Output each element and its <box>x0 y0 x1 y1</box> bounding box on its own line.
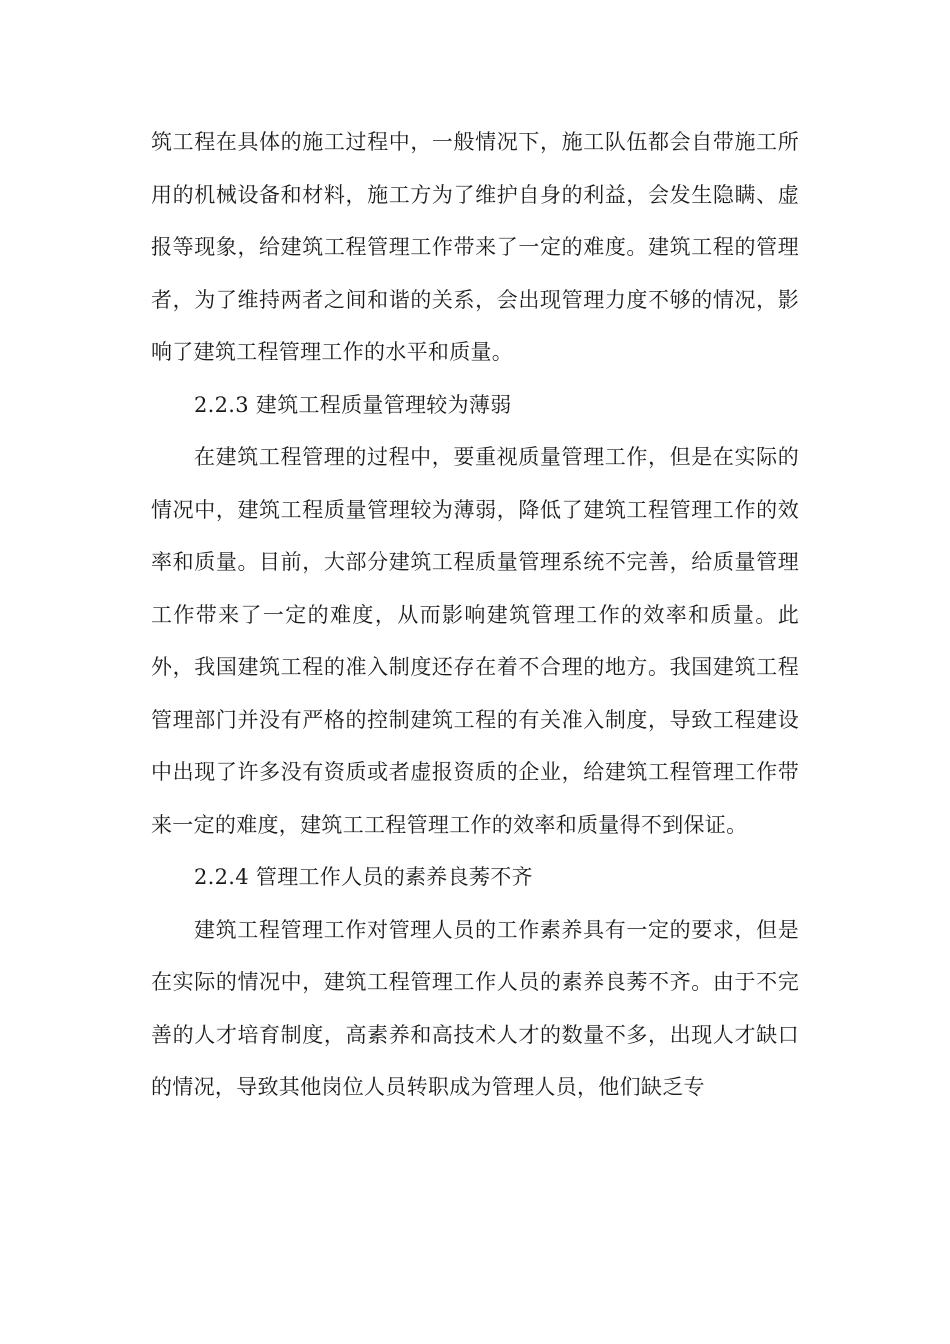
document-body <box>151 116 799 1114</box>
section-heading-2-2-3: 2.2.3 建筑工程质量管理较为薄弱 <box>194 392 512 417</box>
section-heading-2-2-4: 2.2.4 管理工作人员的素养良莠不齐 <box>194 865 533 889</box>
paragraph-continued: 筑工程在具体的施工过程中，一般情况下，施工队伍都会自带施工所用的机械设备和材料，施工方为了维护自身的利益，会发生隐瞒、虚报等现象，给建筑工程管理工作带来了一定的难度。建筑工程的管理者，为了维持两者之间和谐的关系，会出现管理力度不够的情况，影响了建筑工程管理工作的水平和质量。 <box>151 130 799 364</box>
paragraph-quality-management: 在建筑工程管理的过程中，要重视质量管理工作，但是在实际的情况中，建筑工程质量管理较为薄弱，降低了建筑工程管理工作的效率和质量。目前，大部分建筑工程质量管理系统不完善，给质量管理工作带来了一定的难度，从而影响建筑管理工作的效率和质量。此外，我国建筑工程的准入制度还存在着不合理的地方。我国建筑工程管理部门并没有严格的控制建筑工程的有关准入制度，导致工程建设中出现了许多没有资质或者虚报资质的企业，给建筑工程管理工作带来一定的难度，建筑工工程管理工作的效率和质量得不到保证。 <box>151 445 799 837</box>
paragraph-staff-quality: 建筑工程管理工作对管理人员的工作素养具有一定的要求，但是在实际的情况中，建筑工程管理工作人员的素养良莠不齐。由于不完善的人才培育制度，高素养和高技术人才的数量不多，出现人才缺口的情况，导致其他岗位人员转职成为管理人员，他们缺乏专 <box>151 917 799 1099</box>
